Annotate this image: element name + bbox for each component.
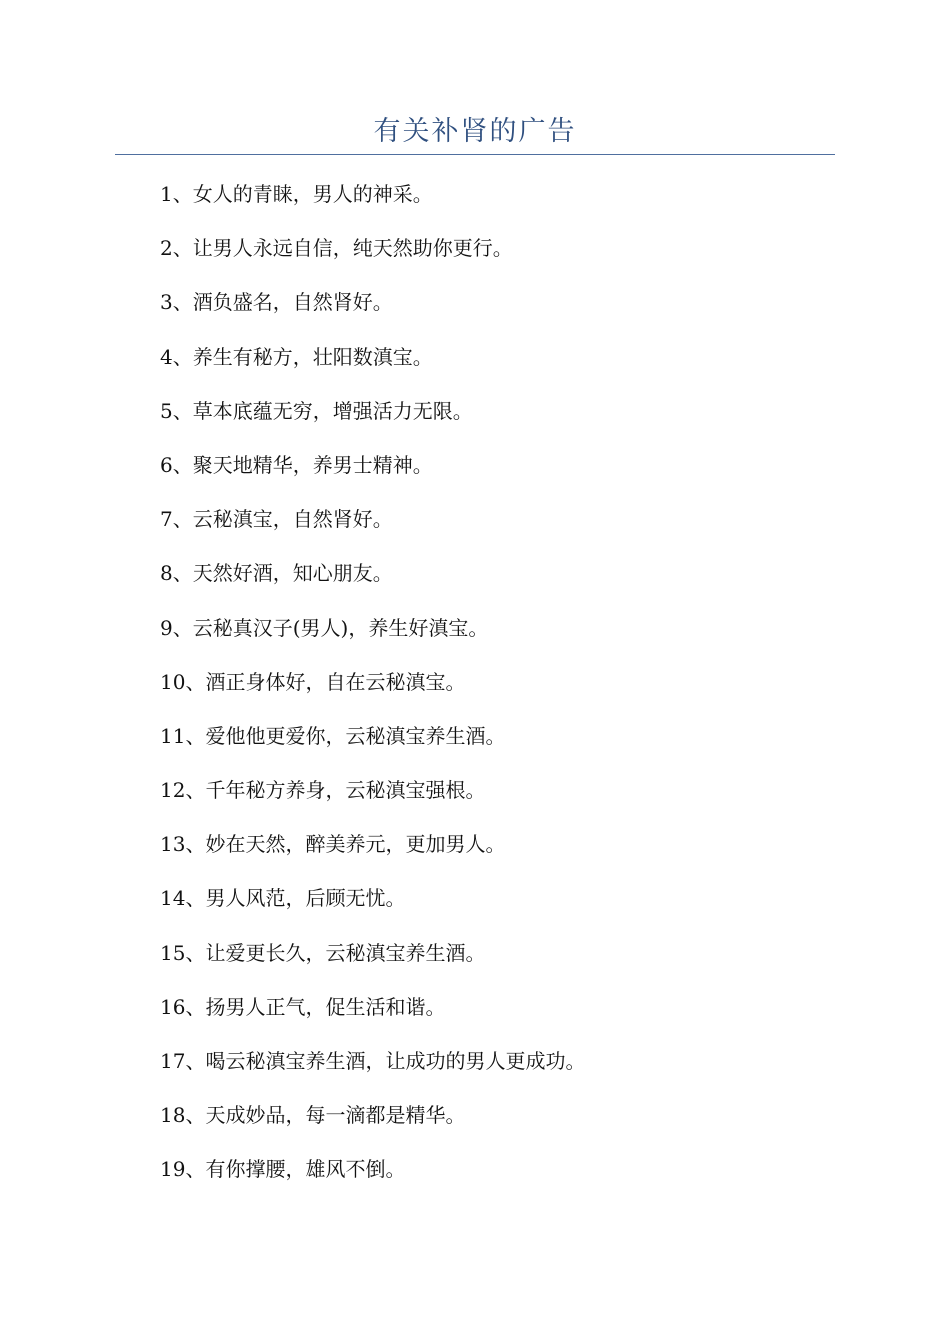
slogan-list	[160, 176, 840, 1206]
list-item: 8、天然好酒，知心朋友。	[160, 561, 393, 586]
list-item: 13、妙在天然，醉美养元，更加男人。	[160, 832, 506, 857]
list-item: 2、让男人永远自信，纯天然助你更行。	[160, 236, 513, 261]
list-item: 10、酒正身体好，自在云秘滇宝。	[160, 669, 466, 694]
list-item: 6、聚天地精华，养男士精神。	[160, 452, 433, 477]
list-item: 4、养生有秘方，壮阳数滇宝。	[160, 344, 433, 369]
list-item: 18、天成妙品，每一滴都是精华。	[160, 1103, 466, 1128]
list-item: 9、云秘真汉子(男人)，养生好滇宝。	[160, 615, 489, 640]
list-item: 17、喝云秘滇宝养生酒，让成功的男人更成功。	[160, 1049, 586, 1073]
list-item: 15、让爱更长久，云秘滇宝养生酒。	[160, 940, 486, 965]
list-item: 11、爱他他更爱你，云秘滇宝养生酒。	[160, 723, 506, 748]
list-item: 7、云秘滇宝，自然肾好。	[160, 507, 393, 532]
list-item: 16、扬男人正气，促生活和谐。	[160, 994, 446, 1019]
list-item: 5、草本底蕴无穷，增强活力无限。	[160, 398, 473, 423]
list-item: 14、男人风范，后顾无忧。	[160, 886, 406, 911]
list-item: 19、有你撑腰，雄风不倒。	[160, 1157, 406, 1182]
list-item: 12、千年秘方养身，云秘滇宝强根。	[160, 778, 486, 803]
page-title: 有关补肾的广告	[373, 116, 577, 147]
list-item: 3、酒负盛名，自然肾好。	[160, 290, 393, 315]
list-item: 1、女人的青睐，男人的神采。	[160, 182, 433, 206]
title-underline	[115, 154, 835, 155]
